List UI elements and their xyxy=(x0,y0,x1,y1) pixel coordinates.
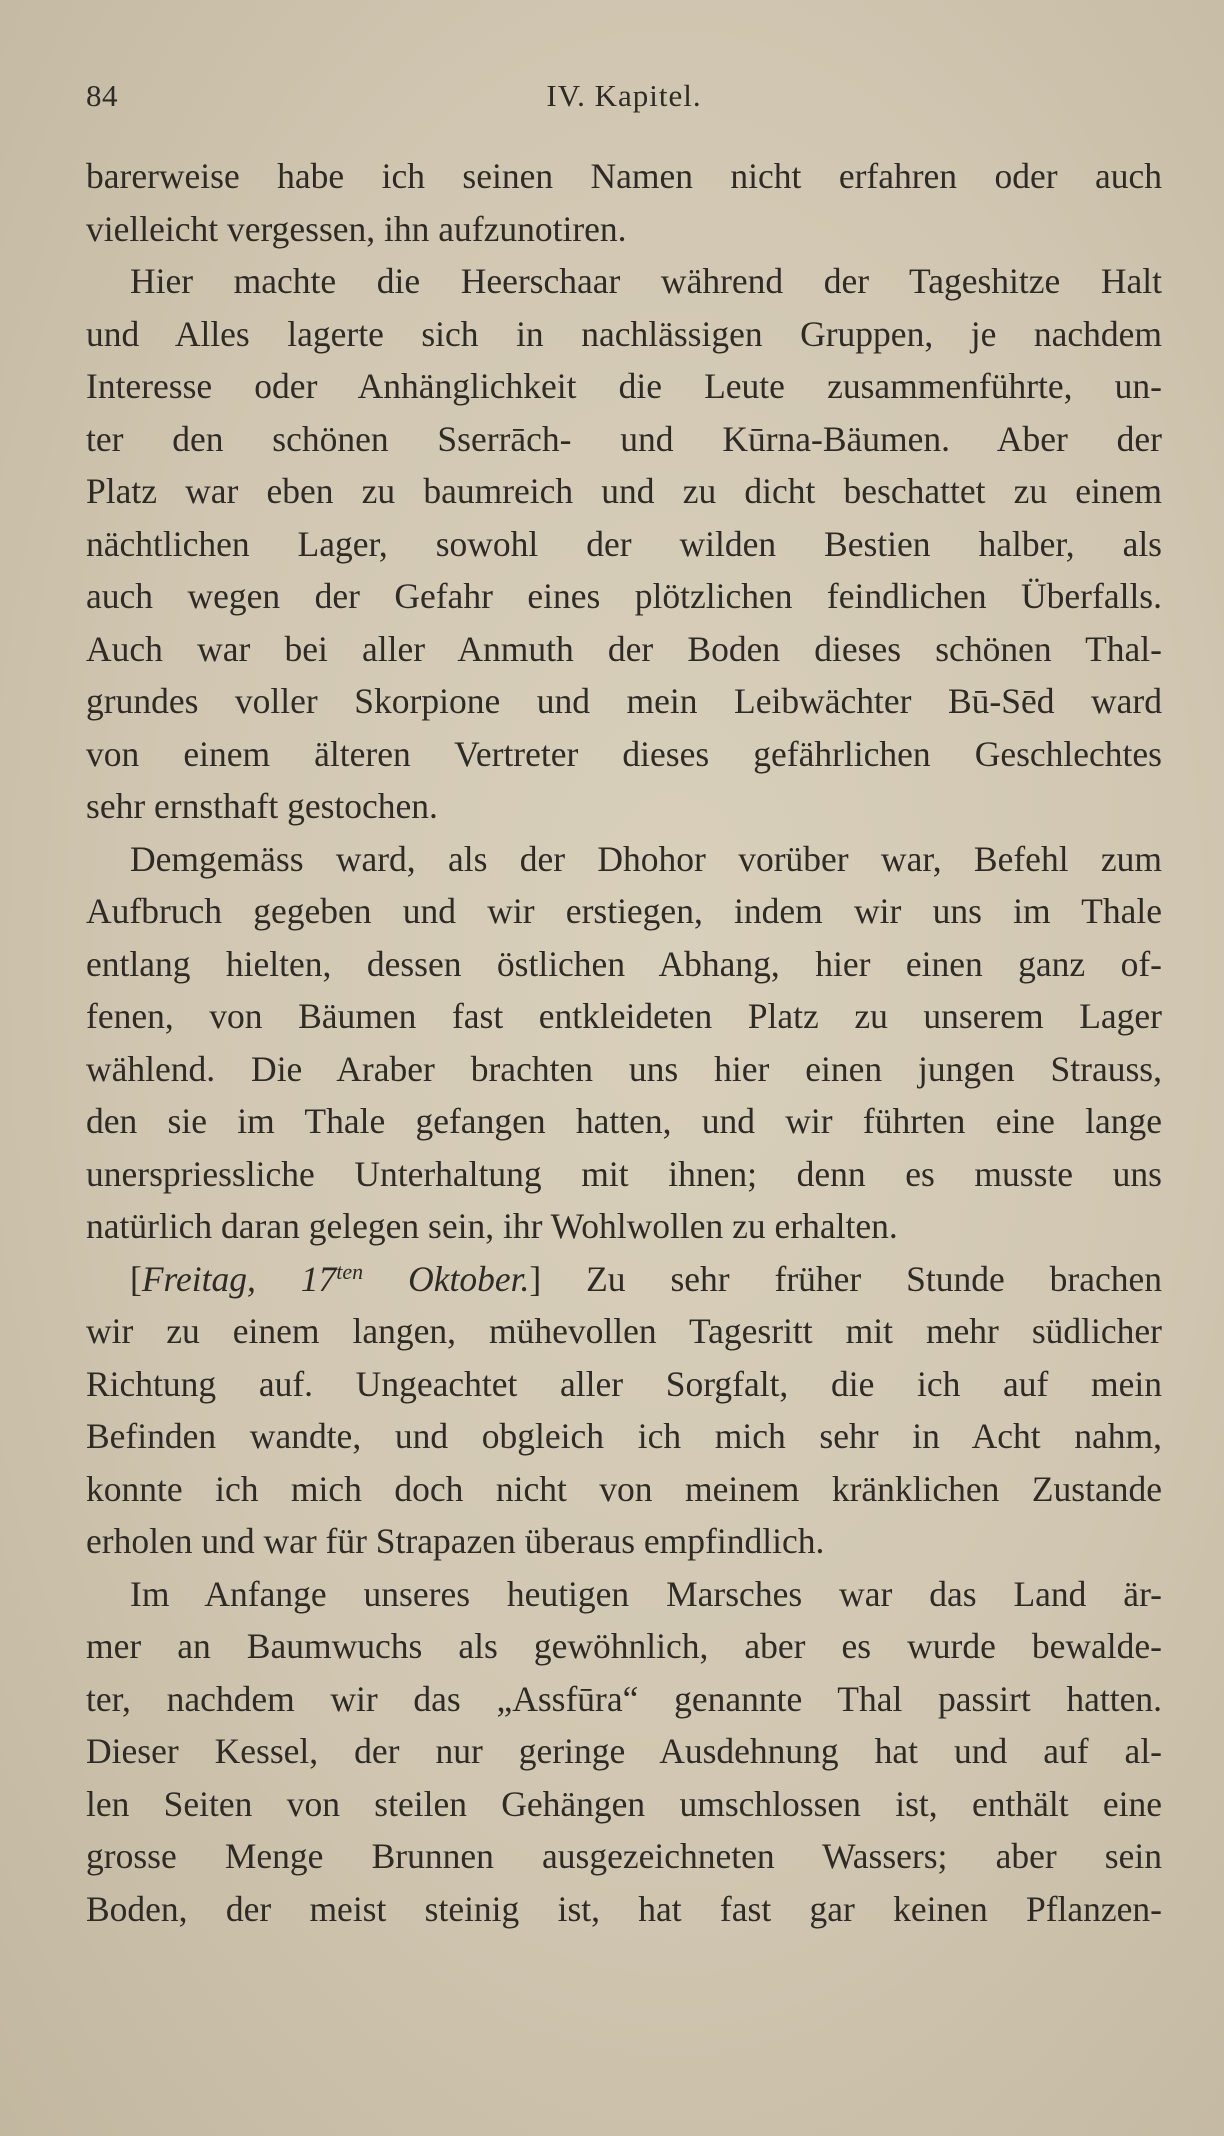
text-line: Interesse oder Anhänglichkeit die Leute zusammenführte, un- xyxy=(86,366,1162,406)
text-line: vielleicht vergessen, ihn aufzunotiren. xyxy=(86,208,627,249)
text-line: entlang hielten, dessen östlichen Abhang, hier einen ganz of- xyxy=(86,943,1162,984)
text-line: Aufbruch gegeben und wir erstiegen, indem wir uns im Thale xyxy=(86,891,1162,931)
text-line: ter, nachdem wir das „Assfūra“ genannte Thal passirt hatten. xyxy=(86,1678,1162,1719)
text-line: ter den schönen Sserrāch- und Kūrna-Bäumen. Aber der xyxy=(86,418,1162,459)
text-fragment: Zu sehr früher Stunde brachen xyxy=(541,1258,1162,1299)
text-line: und Alles lagerte sich in nachlässigen Gruppen, je nachdem xyxy=(86,313,1162,354)
text-line: unerspriessliche Unterhaltung mit ihnen; denn es musste uns xyxy=(86,1153,1162,1194)
text-line-dated xyxy=(86,1253,1162,1306)
text-line: fenen, von Bäumen fast entkleideten Platz zu unserem Lager xyxy=(86,996,1162,1036)
text-line: Befinden wandte, und obgleich ich mich sehr in Acht nahm, xyxy=(86,1416,1162,1456)
date-bracket-open: [ xyxy=(130,1258,142,1299)
page-header xyxy=(86,78,1162,122)
text-line: Dieser Kessel, der nur geringe Ausdehnung hat und auf al- xyxy=(86,1731,1162,1771)
page-number: 84 xyxy=(86,78,118,113)
text-line: Auch war bei aller Anmuth der Boden dieses schönen Thal- xyxy=(86,628,1162,669)
paragraph xyxy=(86,1568,1162,1936)
text-line: erholen und war für Strapazen überaus empfindlich. xyxy=(86,1521,825,1561)
date-ordinal: ten xyxy=(336,1258,364,1284)
text-line: grundes voller Skorpione und mein Leibwächter Bū-Sēd ward xyxy=(86,681,1162,721)
text-line: wählend. Die Araber brachten uns hier einen jungen Strauss, xyxy=(86,1048,1162,1089)
text-line: Demgemäss ward, als der Dhohor vorüber war, Befehl zum xyxy=(130,838,1162,879)
text-line: auch wegen der Gefahr eines plötzlichen feindlichen Überfalls. xyxy=(86,576,1162,616)
text-line: konnte ich mich doch nicht von meinem kränklichen Zustande xyxy=(86,1468,1162,1509)
text-line: wir zu einem langen, mühevollen Tagesritt mit mehr südlicher xyxy=(86,1311,1162,1351)
text-line: Richtung auf. Ungeachtet aller Sorgfalt, die ich auf mein xyxy=(86,1363,1162,1404)
date-day: Freitag, 17 xyxy=(141,1258,337,1299)
paragraph xyxy=(86,833,1162,1253)
date-month: Oktober. xyxy=(363,1258,530,1299)
text-line: Platz war eben zu baumreich und zu dicht beschattet zu einem xyxy=(86,471,1162,511)
text-line: Boden, der meist steinig ist, hat fast gar keinen Pflanzen- xyxy=(86,1888,1162,1929)
text-line: natürlich daran gelegen sein, ihr Wohlwollen zu erhalten. xyxy=(86,1206,898,1246)
text-line: mer an Baumwuchs als gewöhnlich, aber es wurde bewalde- xyxy=(86,1626,1162,1666)
text-line: Im Anfange unseres heutigen Marsches war das Land är- xyxy=(130,1573,1162,1614)
body-text xyxy=(86,150,1162,1935)
text-line: Hier machte die Heerschaar während der Tageshitze Halt xyxy=(130,261,1162,301)
paragraph xyxy=(86,255,1162,833)
text-line: nächtlichen Lager, sowohl der wilden Bestien halber, als xyxy=(86,523,1162,564)
running-title: IV. Kapitel. xyxy=(546,78,702,113)
paragraph xyxy=(86,1253,1162,1568)
text-line: barerweise habe ich seinen Namen nicht erfahren oder auch xyxy=(86,156,1162,196)
text-line: grosse Menge Brunnen ausgezeichneten Wassers; aber sein xyxy=(86,1836,1162,1876)
date-bracket-close: ] xyxy=(529,1258,542,1299)
text-line: den sie im Thale gefangen hatten, und wir führten eine lange xyxy=(86,1101,1162,1141)
text-line: len Seiten von steilen Gehängen umschlossen ist, enthält eine xyxy=(86,1783,1162,1824)
text-line: sehr ernsthaft gestochen. xyxy=(86,786,438,826)
paragraph xyxy=(86,150,1162,255)
text-line: von einem älteren Vertreter dieses gefährlichen Geschlechtes xyxy=(86,733,1162,774)
